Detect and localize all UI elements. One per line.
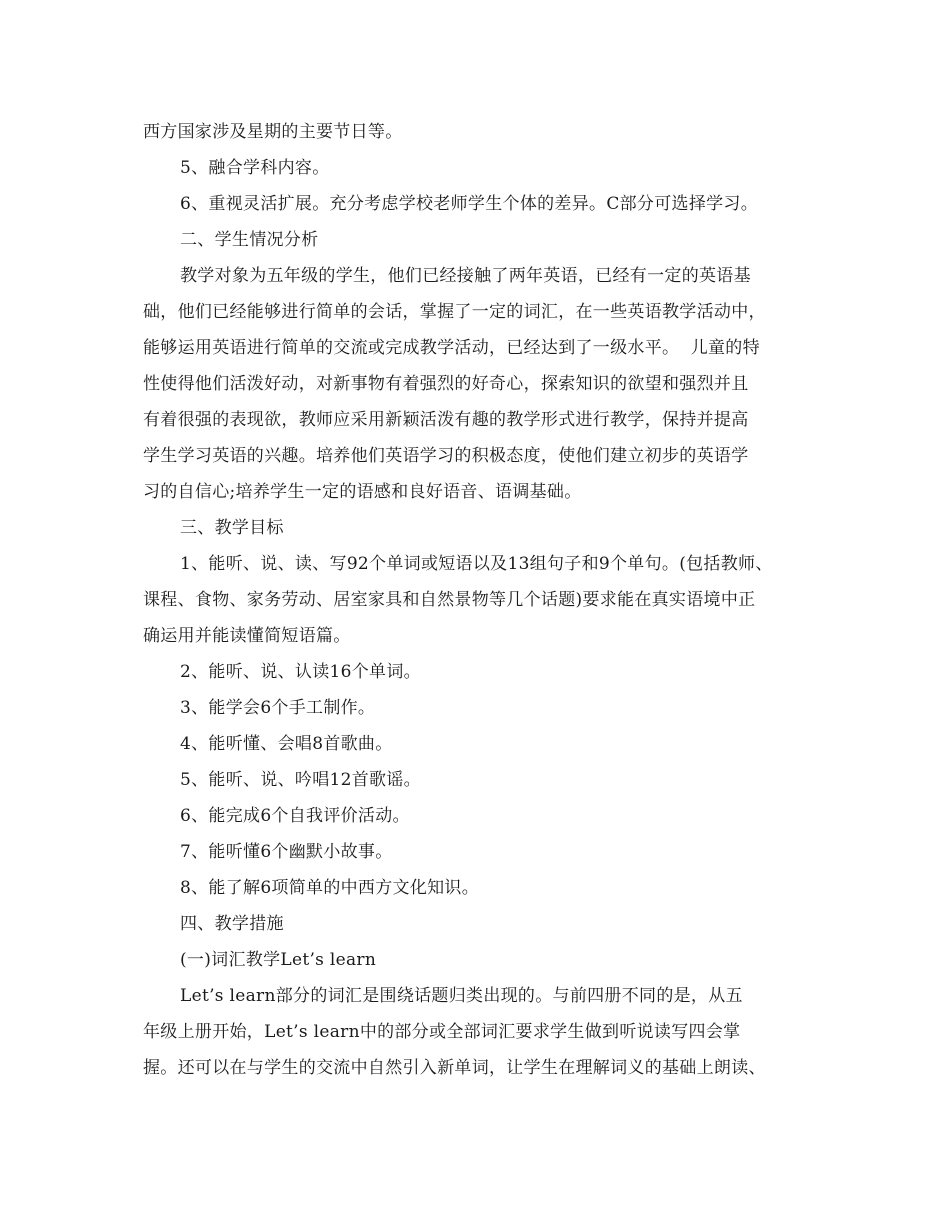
paragraph-line: 性使得他们活泼好动，对新事物有着强烈的好奇心，探索知识的欲望和强烈并且 — [143, 374, 749, 394]
subsection-heading: (一)词汇教学Let’s learn — [180, 950, 377, 970]
paragraph-line: Let’s learn部分的词汇是围绕话题归类出现的。与前四册不同的是，从五 — [180, 986, 743, 1006]
paragraph-line: 习的自信心;培养学生一定的语感和良好语音、语调基础。 — [143, 482, 582, 502]
list-item: 8、能了解6项简单的中西方文化知识。 — [180, 878, 480, 898]
section-heading: 四、教学措施 — [180, 914, 284, 934]
list-item: 5、融合学科内容。 — [180, 158, 330, 178]
list-item: 2、能听、说、认读16个单词。 — [180, 662, 421, 682]
paragraph-line: 教学对象为五年级的学生，他们已经接触了两年英语，已经有一定的英语基 — [180, 266, 751, 286]
paragraph-line: 础，他们已经能够进行简单的会话，掌握了一定的词汇，在一些英语教学活动中， — [143, 302, 766, 322]
list-item: 6、重视灵活扩展。充分考虑学校老师学生个体的差异。C部分可选择学习。 — [180, 194, 759, 214]
list-item: 6、能完成6个自我评价活动。 — [180, 806, 410, 826]
paragraph-line: 课程、食物、家务劳动、居室家具和自然景物等几个话题)要求能在真实语境中正 — [143, 590, 756, 610]
list-item: 3、能学会6个手工制作。 — [180, 698, 376, 718]
list-item: 5、能听、说、吟唱12首歌谣。 — [180, 770, 421, 790]
section-heading: 三、教学目标 — [180, 518, 284, 538]
text-line: 西方国家涉及星期的主要节日等。 — [143, 122, 403, 142]
section-heading: 二、学生情况分析 — [180, 230, 319, 250]
list-item: 4、能听懂、会唱8首歌曲。 — [180, 734, 393, 754]
document-body — [143, 114, 813, 1086]
list-item: 7、能听懂6个幽默小故事。 — [180, 842, 393, 862]
paragraph-line: 有着很强的表现欲，教师应采用新颖活泼有趣的教学形式进行教学，保持并提高 — [143, 410, 749, 430]
paragraph-line: 能够运用英语进行简单的交流或完成教学活动，已经达到了一级水平。 儿童的特 — [143, 338, 760, 358]
list-item: 1、能听、说、读、写92个单词或短语以及13组句子和9个单句。(包括教师、 — [180, 554, 773, 574]
paragraph-line: 学生学习英语的兴趣。培养他们英语学习的积极态度，使他们建立初步的英语学 — [143, 446, 749, 466]
paragraph-line: 确运用并能读懂简短语篇。 — [143, 626, 351, 646]
paragraph-line: 握。还可以在与学生的交流中自然引入新单词，让学生在理解词义的基础上朗读、 — [143, 1058, 766, 1078]
paragraph-line: 年级上册开始，Let’s learn中的部分或全部词汇要求学生做到听说读写四会掌 — [143, 1022, 741, 1042]
